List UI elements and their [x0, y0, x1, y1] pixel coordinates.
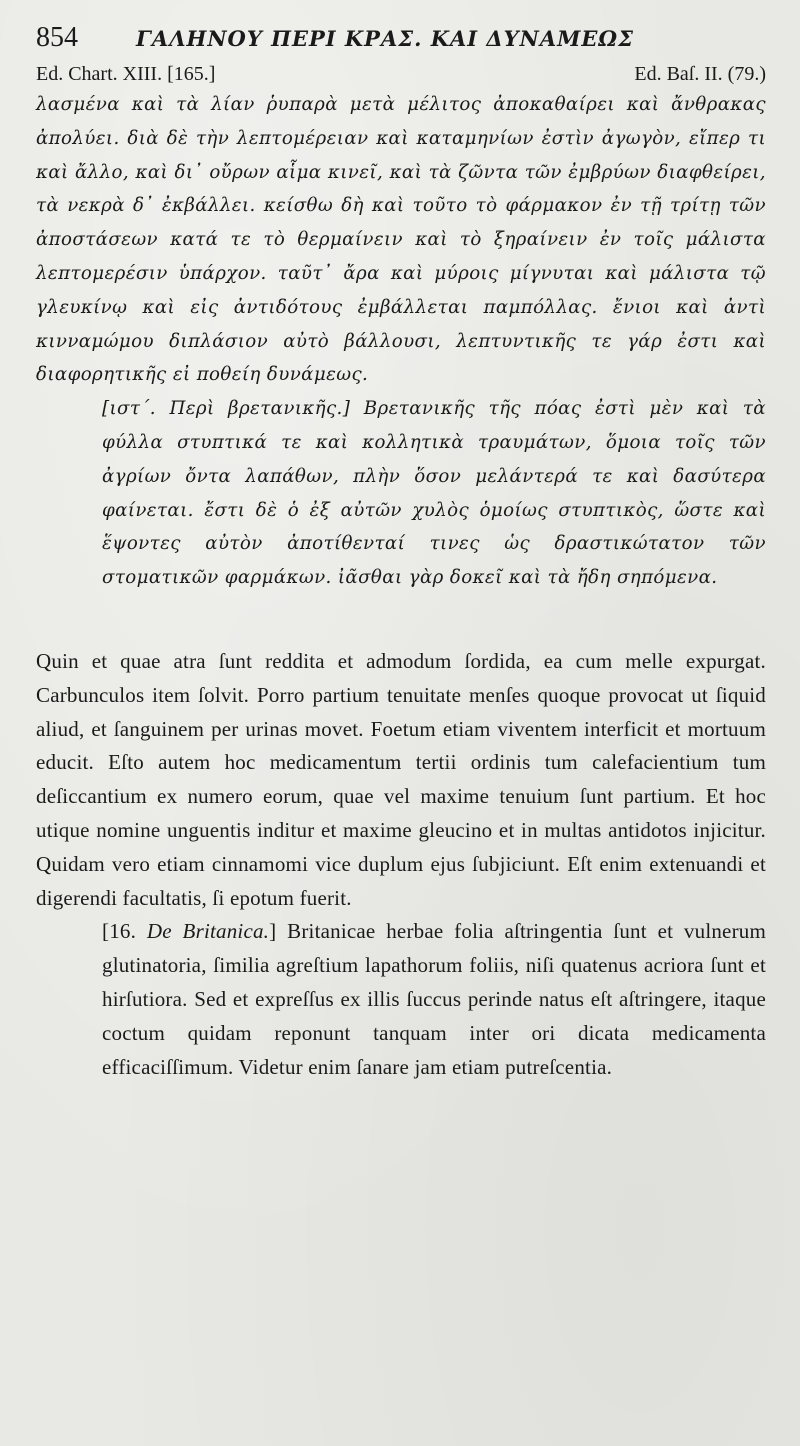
page-number: 854	[36, 22, 78, 53]
greek-paragraph-2-text: Βρετανικῆς τῆς πόας ἐστὶ μὲν καὶ τὰ φύλλα στυπτικά τε καὶ κολλητικὰ τραυμάτων, ὅμοια τοῖς τῶν ἀγρίων ὄντα λαπάθων, πλὴν ὅσον μελάντερά τε καὶ δασύτερα φαίνεται. ἔστι δὲ ὁ ἐξ αὐτῶν χυλὸς ὁμοίως στυπτικὸς, ὥστε καὶ ἕψοντες αὐτὸν ἀποτίθενταί τινες ὡς δραστικώτατον τῶν στοματικῶν φαρμάκων. ἰᾶσθαι γὰρ δοκεῖ καὶ τὰ ἤδη σηπόμενα.	[102, 398, 766, 589]
latin-paragraph-2-text: Britanicae herbae folia aſtringentia ſunt et vulnerum glutinatoria, ſimilia agreſtium lapathorum foliis, niſi quatenus acriora ſunt et hirſutiora. Sed et expreſſus ex illis ſuccus perinde natus eſt aſtringere, itaque coctum quidam reponunt tanquam inter ori dicata medicamenta efficaciſſimum. Videtur enim ſanare jam etiam putreſcentia.	[102, 919, 767, 1079]
latin-paragraph-2	[36, 915, 766, 1084]
running-title: ΓΑΛΗΝΟΥ ΠΕΡΙ ΚΡΑΣ. ΚΑΙ ΔΥΝΑΜΕΩΣ	[136, 26, 634, 51]
greek-text	[36, 88, 766, 595]
latin-section-title: De Britanica.	[146, 919, 270, 944]
latin-section-number: [16.	[102, 919, 137, 944]
edition-references	[36, 60, 766, 88]
greek-section-heading: [ιστ΄. Περὶ βρετανικῆς.]	[102, 398, 351, 420]
latin-section-close: ]	[269, 919, 277, 944]
page-header	[36, 22, 766, 60]
edition-basel-reference: Ed. Baſ. II. (79.)	[634, 63, 766, 85]
greek-paragraph-2	[36, 392, 766, 595]
latin-paragraph-1: Quin et quae atra ſunt reddita et admodum ſordida, ea cum melle expurgat. Carbunculos item ſolvit. Porro partium tenuitate menſes quoque provocat ut ſiquid aliud, et ſanguinem per urinas movet. Foetum etiam viventem interficit et mortuum educit. Eſto autem hoc medicamentum tertii ordinis tum calefacientium tum deſiccantium ex numero eorum, quae vel maxime tenuium ſunt partium. Et hoc utique nomine unguentis inditur et maxime gleucino et in multas antidotos injicitur. Quidam vero etiam cinnamomi vice duplum ejus ſubjiciunt. Eſt enim extenuandi et digerendi facultatis, ſi epotum fuerit.	[36, 648, 766, 910]
greek-paragraph-1: λασμένα καὶ τὰ λίαν ῥυπαρὰ μετὰ μέλιτος ἀποκαθαίρει καὶ ἄνθρακας ἀπολύει. διὰ δὲ τὴν λεπτομέρειαν καὶ καταμηνίων ἐστὶν ἀγωγὸν, εἴπερ τι καὶ ἄλλο, καὶ δι᾽ οὔρων αἷμα κινεῖ, καὶ τὰ ζῶντα τῶν ἐμβρύων διαφθείρει, τὰ νεκρὰ δ᾽ ἐκβάλλει. κείσθω δὴ καὶ τοῦτο τὸ φάρμακον ἐν τῇ τρίτῃ τῶν ἀποστάσεων κατά τε τὸ θερμαίνειν καὶ τὸ ξηραίνειν ἐν τοῖς μάλιστα λεπτομερέσιν ὑπάρχον. ταῦτ᾽ ἄρα καὶ μύροις μίγνυται καὶ μάλιστα τῷ γλευκίνῳ καὶ εἰς ἀντιδότους ἐμβάλλεται παμπόλλας. ἔνιοι καὶ ἀντὶ κινναμώμου διπλάσιον αὐτὸ βάλλουσι, λεπτυντικῆς τε γάρ ἐστι καὶ διαφορητικῆς εἰ ποθείη δυνάμεως.	[36, 94, 766, 386]
latin-text	[36, 645, 766, 1084]
edition-chart-reference: Ed. Chart. XIII. [165.]	[36, 63, 216, 85]
